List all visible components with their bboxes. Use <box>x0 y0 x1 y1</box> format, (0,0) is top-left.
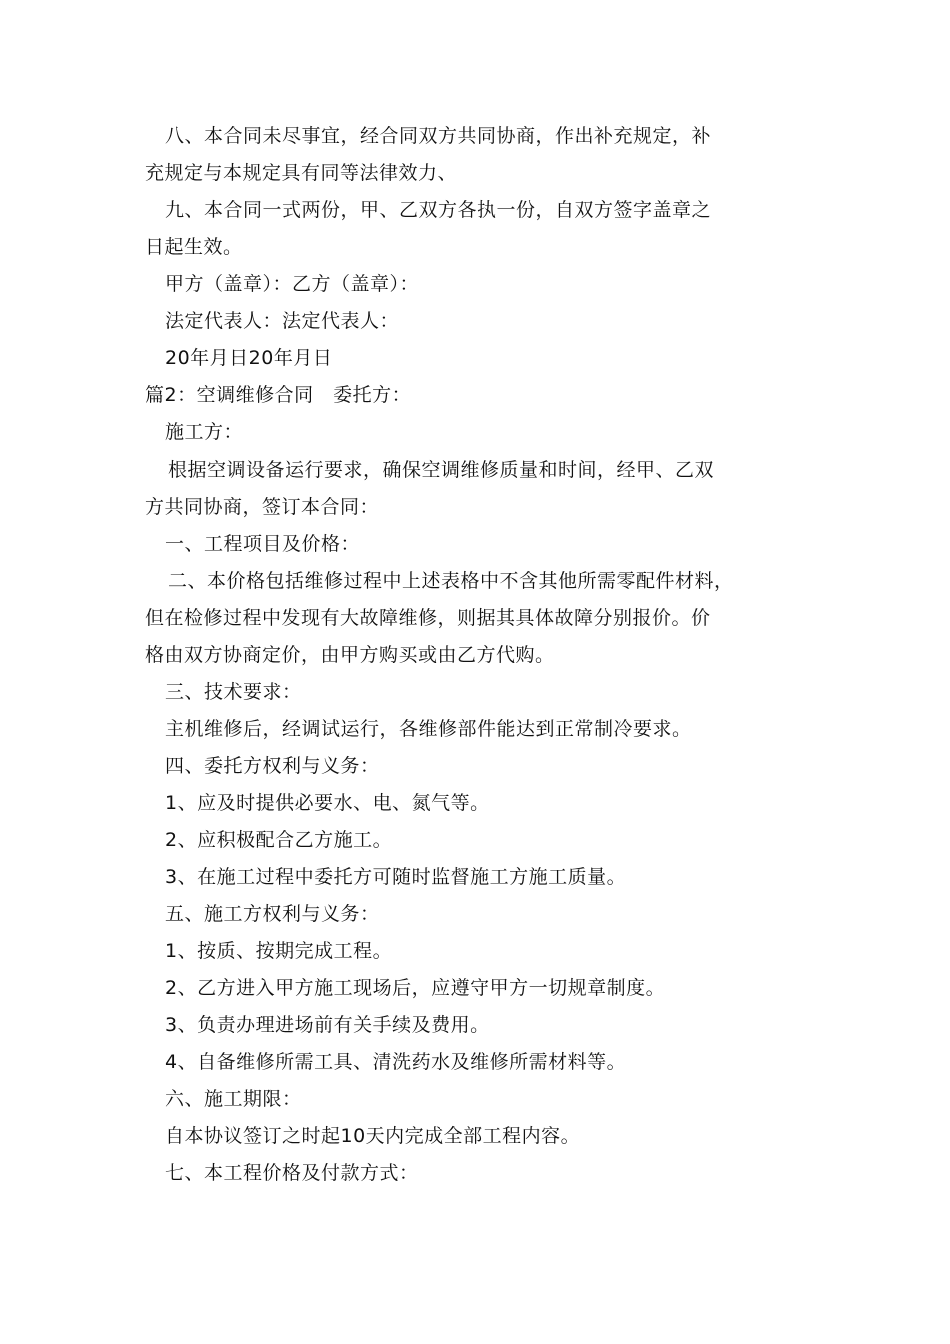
clause-heading: 四、委托方权利与义务： <box>165 755 380 777</box>
paragraph-line: 格由双方协商定价，由甲方购买或由乙方代购。 <box>145 644 555 666</box>
paragraph-line: 日起生效。 <box>145 236 243 258</box>
section-heading: 篇2：空调维修合同 委托方： <box>145 384 412 406</box>
paragraph-line: 充规定与本规定具有同等法律效力、 <box>145 162 458 184</box>
paragraph-line: 主机维修后，经调试运行，各维修部件能达到正常制冷要求。 <box>165 718 692 740</box>
list-item: 4、自备维修所需工具、清洗药水及维修所需材料等。 <box>165 1051 627 1073</box>
paragraph-line: 但在检修过程中发现有大故障维修，则据其具体故障分别报价。价 <box>145 607 711 629</box>
list-item: 3、在施工过程中委托方可随时监督施工方施工质量。 <box>165 866 627 888</box>
list-item: 2、乙方进入甲方施工现场后，应遵守甲方一切规章制度。 <box>165 977 666 999</box>
list-item: 1、应及时提供必要水、电、氮气等。 <box>165 792 490 814</box>
signature-line: 甲方（盖章）：乙方（盖章）： <box>165 273 420 295</box>
paragraph-line: 八、本合同未尽事宜，经合同双方共同协商，作出补充规定，补 <box>165 125 712 147</box>
paragraph-line: 方共同协商，签订本合同： <box>145 496 380 518</box>
paragraph-line: 施工方： <box>165 421 244 443</box>
clause-heading: 六、施工期限： <box>165 1088 302 1110</box>
paragraph-line: 二、本价格包括维修过程中上述表格中不含其他所需零配件材料， <box>168 570 734 592</box>
clause-heading: 七、本工程价格及付款方式： <box>165 1162 419 1184</box>
clause-heading: 五、施工方权利与义务： <box>165 903 380 925</box>
paragraph-line: 自本协议签订之时起10天内完成全部工程内容。 <box>165 1125 581 1147</box>
clause-heading: 一、工程项目及价格： <box>165 533 361 555</box>
paragraph-line: 九、本合同一式两份，甲、乙双方各执一份，自双方签字盖章之 <box>165 199 712 221</box>
date-line: 20年月日20年月日 <box>165 347 333 369</box>
paragraph-line: 根据空调设备运行要求，确保空调维修质量和时间，经甲、乙双 <box>168 459 715 481</box>
list-item: 2、应积极配合乙方施工。 <box>165 829 393 851</box>
representative-line: 法定代表人：法定代表人： <box>165 310 400 332</box>
clause-heading: 三、技术要求： <box>165 681 302 703</box>
list-item: 1、按质、按期完成工程。 <box>165 940 393 962</box>
list-item: 3、负责办理进场前有关手续及费用。 <box>165 1014 490 1036</box>
